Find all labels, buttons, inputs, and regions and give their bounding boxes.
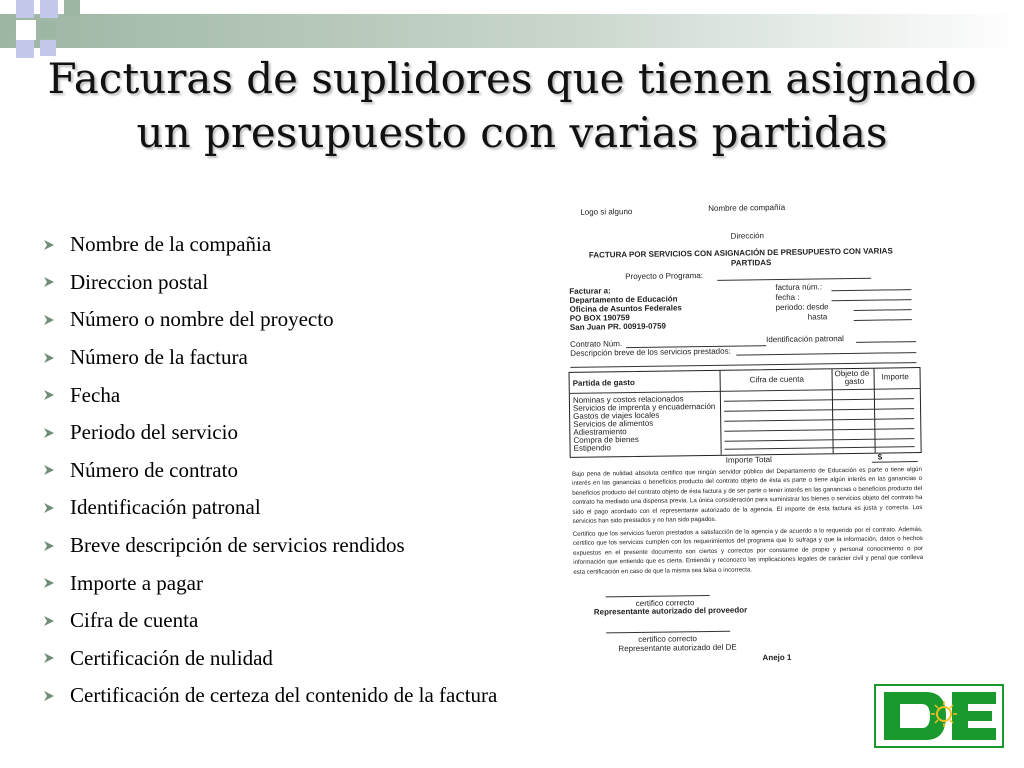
form-line [724,428,914,432]
arrow-bullet-icon [42,275,56,289]
table-row: Estipendio [573,443,611,453]
table-row: Compra de bienes [573,434,639,445]
table-row: Servicios de imprenta y encuadernación [572,401,716,413]
bullet-text: Fecha [70,382,121,407]
form-line [720,371,722,455]
form-line [725,446,915,450]
form-line [832,369,834,453]
arrow-bullet-icon [42,614,56,628]
form-billto-line: Oficina de Asuntos Federales [569,303,682,314]
form-line [872,461,918,463]
arrow-bullet-icon [42,651,56,665]
form-cert-label: certifico correcto [635,598,695,609]
list-item [42,489,497,527]
list-item [42,677,497,715]
table-header: Cifra de cuenta [749,374,804,385]
arrow-bullet-icon [42,388,56,402]
form-contract-label: Contrato Núm. [570,339,623,349]
form-currency: $ [877,452,883,462]
form-project-label: Proyecto o Programa: [625,271,704,282]
form-cert-label: certifico correcto [638,634,697,644]
bullet-text: Cifra de cuenta [70,608,199,633]
list-item [42,226,497,264]
de-logo [874,684,1004,748]
form-line [832,299,912,301]
arrow-bullet-icon [42,238,56,252]
list-item [42,640,497,678]
bullet-text: Identificación patronal [70,495,261,520]
table-header: Importe [881,372,909,382]
form-date-label: fecha : [775,292,800,303]
decor-square [64,0,80,16]
table-header: Objeto de [834,368,870,379]
list-item [42,452,497,490]
table-row: Nominas y costos relacionados [572,394,684,405]
decor-square [40,22,56,38]
form-line [724,418,914,422]
form-signature-label: Representante autorizado del proveedor [593,605,748,617]
decor-square [0,18,16,34]
form-invoice-no-label: factura núm.: [775,282,823,293]
form-description-label: Descripción breve de los servicios prestados: [570,346,731,358]
form-line [854,319,912,321]
arrow-bullet-icon [42,313,56,327]
form-line [717,278,871,281]
slide-title [40,52,984,160]
arrow-bullet-icon [42,426,56,440]
bullet-text: Importe a pagar [70,570,203,595]
decor-square [40,0,58,18]
form-certification-text: Certifico que los servicios fueron prestados a satisfacción de la agencia y de acuerdo a lo requerido por el contrato. Además, certifico que los servicios cumplen con los requerimientos del programa que lo sufraga y que la información, datos o hechos expuestos en el presente documento son ciertos y correctos por constarme de propio y personal conocimiento o por información que entiendo que es cierta. Entiendo y reconozco las implicaciones legales de carácter civil y penal que conlleva esta certificación en caso de que la misma sea falsa o incorrecta. [572,525,924,576]
form-signature-label: Representante autorizado del DE [618,642,737,654]
table-row: Gastos de viajes locales [573,410,660,421]
form-line [724,408,914,412]
arrow-bullet-icon [42,576,56,590]
form-line [606,631,730,634]
list-item [42,564,497,602]
form-line [606,595,710,597]
table-header: gasto [844,376,865,387]
list-item [42,301,497,339]
form-billto-line: PO BOX 190759 [569,313,630,323]
table-header: Partida de gasto [572,378,635,388]
table-row: Adiestramiento [573,427,627,437]
list-item [42,339,497,377]
form-line [724,398,914,402]
form-line [570,388,920,394]
form-line [724,438,914,442]
form-annex-label: Anejo 1 [762,652,792,663]
arrow-bullet-icon [42,539,56,553]
form-billto-line: San Juan PR. 00919-0759 [569,321,667,332]
decor-square [16,20,36,40]
bullet-text: Número o nombre del proyecto [70,307,334,332]
bullet-text: Nombre de la compañia [70,232,272,257]
decor-square [16,0,34,18]
invoice-form-scan [562,187,931,668]
form-line [873,369,875,453]
list-item [42,414,497,452]
form-billto-line: Departamento de Educación [569,294,678,305]
form-certification-text: Bajo pena de nulidad absoluta certifico que ningún servidor público del Departamento de Educación es parte o tiene algún interés en las ganancias o beneficios producto del contrato objeto de ésta es parte o tiene algún interés en las ganancias o beneficios producto del contrato objeto de ésta factura y de ser parte o tener interés en las ganancias o beneficios producto del contrato ha mediado una dispensa previa. La única consideración para suministrar los bienes o servicios objeto del contrato ha sido el pago acordado con el representante autorizado de la agencia. El importe de ésta factura es justa y correcta. Los servicios han sido prestados y no han sido pagados. [571,466,923,525]
form-heading: FACTURA POR SERVICIOS CON ASIGNACIÓN DE PRESUPUESTO CON VARIAS [588,246,893,260]
title-line: un presupuesto con varias partidas [136,108,888,157]
bullet-text: Certificación de nulidad [70,645,273,670]
form-logo-label: Logo si alguno [580,207,633,217]
bullet-text: Periodo del servicio [70,420,238,445]
bullet-text: Número de la factura [70,345,248,370]
table-row: Servicios de alimentos [573,418,654,429]
form-line [736,352,916,356]
decor-square [16,40,34,58]
form-line [854,309,912,311]
form-billto-line: Facturar a: [569,286,611,296]
form-table [569,367,922,458]
bullet-text: Breve descripción de servicios rendidos [70,533,405,558]
form-line [831,289,911,291]
list-item [42,264,497,302]
bullet-text: Número de contrato [70,457,238,482]
arrow-bullet-icon [42,351,56,365]
form-address-label: Dirección [730,231,765,241]
arrow-bullet-icon [42,501,56,515]
bullet-list [42,226,497,715]
list-item [42,527,497,565]
form-total-label: Importe Total [725,455,772,465]
bullet-text: Certificación de certeza del contenido de la factura [70,683,498,708]
form-heading: PARTIDAS [730,258,772,268]
bullet-text: Direccion postal [70,269,209,294]
title-line: Facturas de suplidores que tienen asignado [47,54,977,103]
form-employer-id-label: Identificación patronal [766,334,844,345]
arrow-bullet-icon [42,689,56,703]
arrow-bullet-icon [42,463,56,477]
list-item [42,376,497,414]
form-line [856,341,916,343]
list-item [42,602,497,640]
form-period-from-label: periodo: desde [775,302,829,313]
form-company-label: Nombre de compañía [708,202,786,213]
header-band [0,14,1024,48]
form-period-to-label: hasta [807,312,828,322]
